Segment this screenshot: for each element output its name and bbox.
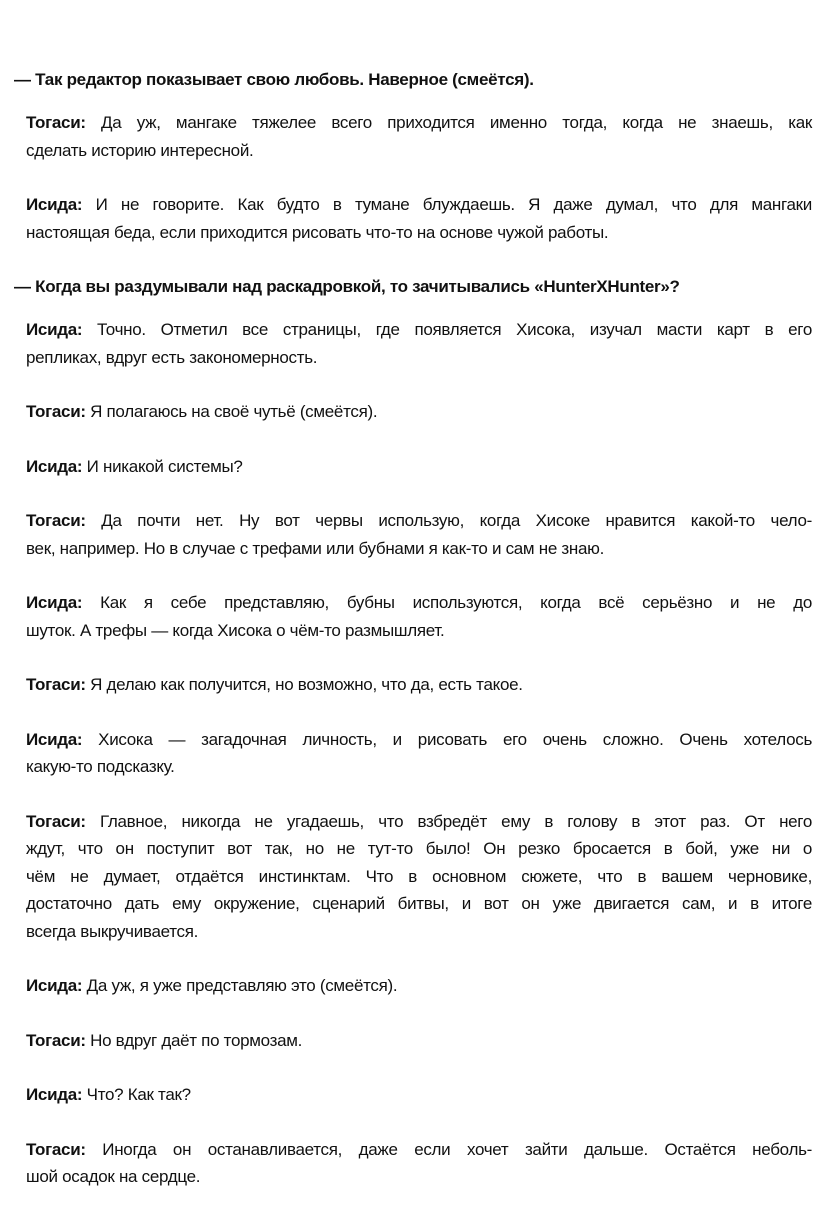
dialogue-paragraph xyxy=(26,808,812,946)
interviewer-question xyxy=(14,273,814,301)
text-line xyxy=(14,273,814,301)
speaker-name: Тогаси: xyxy=(26,511,86,530)
text-line xyxy=(26,316,812,344)
line-text: век, например. Но в случае с трефами или бубнами я как-то и сам не знаю. xyxy=(26,538,605,558)
text-line xyxy=(26,1163,812,1191)
line-text: Но вдруг даёт по тормозам. xyxy=(85,1030,303,1050)
dialogue-paragraph xyxy=(26,726,812,781)
text-line xyxy=(26,137,812,165)
speaker-name: Тогаси: xyxy=(26,113,86,132)
line-text: достаточно дать ему окружение, сценарий битвы, и вот он уже двигается сам, и в итоге xyxy=(26,894,812,913)
text-line xyxy=(26,1136,812,1164)
dialogue-paragraph xyxy=(26,1136,812,1191)
line-text: Как я себе представляю, бубны используются, когда всё серьёзно и не до xyxy=(82,593,812,612)
line-text: сделать историю интересной. xyxy=(26,140,254,160)
line-text: шуток. А трефы — когда Хисока о чём-то размышляет. xyxy=(26,620,445,640)
text-line xyxy=(26,890,812,918)
text-line xyxy=(26,1081,812,1109)
speaker-name: Тогаси: xyxy=(26,402,86,421)
line-text: — Когда вы раздумывали над раскадровкой, то зачитывались «HunterXHunter»? xyxy=(14,277,680,296)
interviewer-question xyxy=(14,66,814,94)
line-text: Хисока — загадочная личность, и рисовать его очень сложно. Очень хотелось xyxy=(82,729,812,749)
dialogue-paragraph xyxy=(26,109,812,164)
text-line xyxy=(26,453,812,481)
speaker-name: Исида: xyxy=(26,456,83,476)
text-line xyxy=(26,753,812,781)
line-text: И никакой системы? xyxy=(82,456,243,476)
speaker-name: Исида: xyxy=(26,1085,83,1104)
speaker-name: Тогаси: xyxy=(26,1139,86,1159)
speaker-name: Исида: xyxy=(26,195,83,214)
speaker-name: Тогаси: xyxy=(26,811,86,831)
text-line xyxy=(26,863,812,891)
line-text: Главное, никогда не угадаешь, что взбредёт ему в голову в этот раз. От него xyxy=(85,811,812,831)
line-text: какую-то подсказку. xyxy=(26,757,175,776)
text-line xyxy=(26,918,812,946)
line-text: ждут, что он поступит вот так, но не тут-то было! Он резко бросается в бой, уже ни о xyxy=(26,839,812,858)
line-text: настоящая беда, если приходится рисовать что-то на основе чужой работы. xyxy=(26,222,609,242)
speaker-name: Тогаси: xyxy=(26,1030,86,1050)
dialogue-paragraph xyxy=(26,507,812,562)
speaker-name: Исида: xyxy=(26,320,83,339)
text-line xyxy=(26,808,812,836)
text-line xyxy=(26,617,812,645)
dialogue-paragraph xyxy=(26,398,812,426)
text-line xyxy=(26,507,812,535)
dialogue-paragraph xyxy=(26,1027,812,1055)
text-line xyxy=(26,972,812,1000)
speaker-name: Исида: xyxy=(26,729,83,749)
line-text: — Так редактор показывает свою любовь. Наверное (смеётся). xyxy=(14,70,534,89)
dialogue-paragraph xyxy=(26,191,812,246)
text-line xyxy=(26,671,812,699)
text-line xyxy=(26,835,812,863)
text-line xyxy=(26,535,812,563)
line-text: Да уж, мангаке тяжелее всего приходится именно тогда, когда не знаешь, как xyxy=(85,113,812,132)
line-text: шой осадок на сердце. xyxy=(26,1167,201,1186)
text-line xyxy=(26,726,812,754)
speaker-name: Исида: xyxy=(26,593,83,612)
dialogue-paragraph xyxy=(26,316,812,371)
line-text: Да уж, я уже представляю это (смеётся). xyxy=(82,976,398,995)
line-text: Точно. Отметил все страницы, где появляется Хисока, изучал масти карт в его xyxy=(82,320,812,339)
dialogue-paragraph xyxy=(26,589,812,644)
interview-page xyxy=(0,66,836,1218)
text-line xyxy=(26,398,812,426)
line-text: Я полагаюсь на своё чутьё (смеётся). xyxy=(85,402,378,421)
line-text: чём не думает, отдаётся инстинктам. Что в основном сюжете, что в вашем черновике, xyxy=(26,866,812,886)
text-line xyxy=(26,191,812,219)
text-line xyxy=(26,589,812,617)
speaker-name: Тогаси: xyxy=(26,675,86,694)
line-text: Я делаю как получится, но возможно, что да, есть такое. xyxy=(85,675,523,694)
text-line xyxy=(26,344,812,372)
line-text: всегда выкручивается. xyxy=(26,921,199,941)
text-line xyxy=(26,1027,812,1055)
text-line xyxy=(26,219,812,247)
line-text: Что? Как так? xyxy=(82,1085,191,1104)
speaker-name: Исида: xyxy=(26,976,83,995)
text-line xyxy=(26,109,812,137)
line-text: репликах, вдруг есть закономерность. xyxy=(26,347,318,367)
line-text: Да почти нет. Ну вот червы использую, когда Хисоке нравится какой-то чело- xyxy=(85,511,812,530)
dialogue-paragraph xyxy=(26,671,812,699)
dialogue-paragraph xyxy=(26,453,812,481)
text-line xyxy=(14,66,814,94)
line-text: Иногда он останавливается, даже если хочет зайти дальше. Остаётся неболь- xyxy=(85,1139,812,1159)
line-text: И не говорите. Как будто в тумане блуждаешь. Я даже думал, что для мангаки xyxy=(82,195,812,214)
dialogue-paragraph xyxy=(26,1081,812,1109)
dialogue-paragraph xyxy=(26,972,812,1000)
